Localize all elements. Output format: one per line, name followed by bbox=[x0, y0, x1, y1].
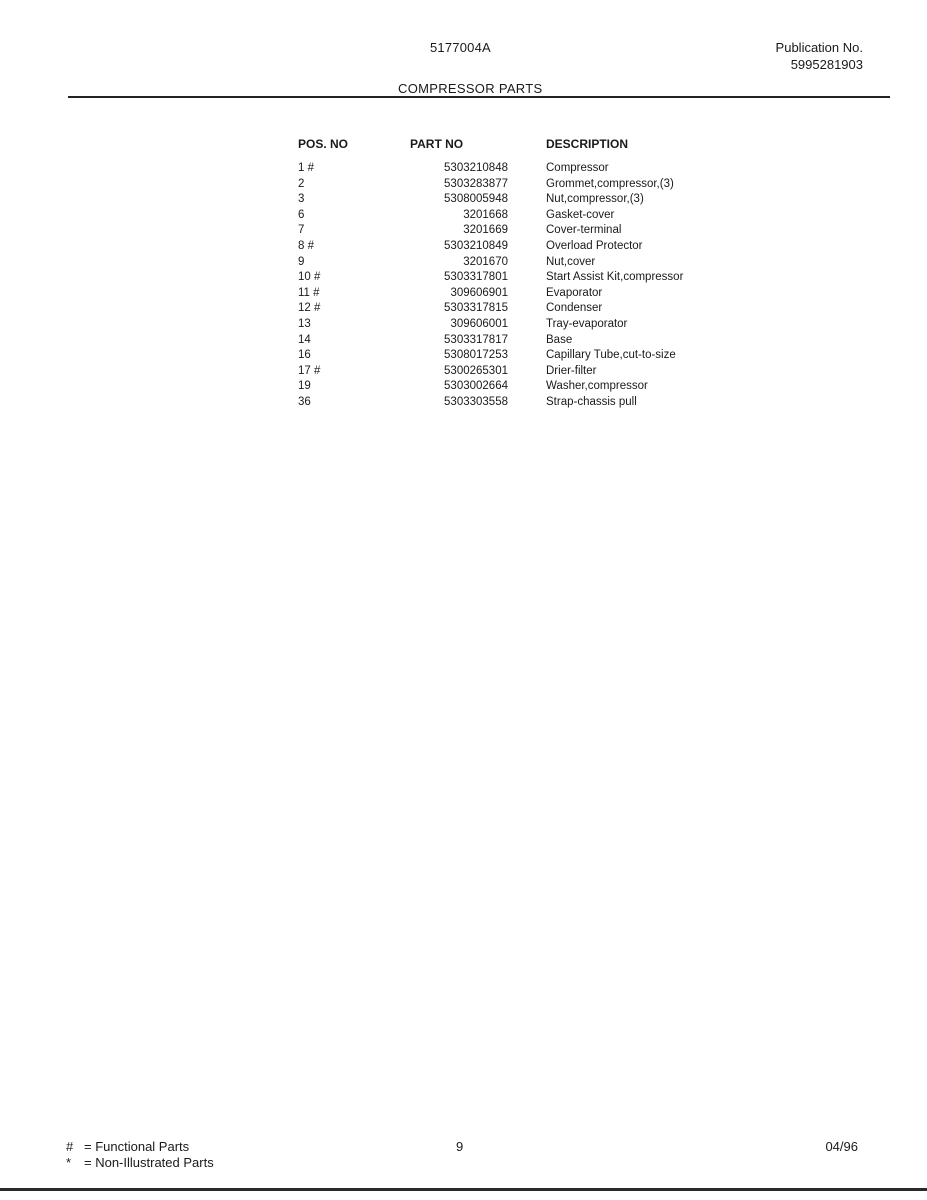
legend-text: = Functional Parts bbox=[84, 1139, 190, 1154]
cell-pos: 6 bbox=[298, 208, 305, 221]
table-row bbox=[298, 239, 766, 255]
column-header-description: DESCRIPTION bbox=[546, 137, 629, 151]
table-row bbox=[298, 348, 766, 364]
column-header-pos: POS. NO bbox=[298, 137, 349, 151]
cell-description: Start Assist Kit,compressor bbox=[546, 271, 684, 284]
cell-pos: 19 bbox=[298, 380, 311, 393]
cell-pos: 11 # bbox=[298, 286, 320, 299]
cell-description: Evaporator bbox=[546, 286, 603, 299]
parts-table bbox=[298, 137, 766, 411]
cell-pos: 2 bbox=[298, 177, 305, 190]
cell-part-number: 5308017253 bbox=[444, 349, 508, 362]
table-row bbox=[298, 192, 766, 208]
cell-part-number: 5303317815 bbox=[444, 302, 508, 315]
legend-symbol: * bbox=[66, 1155, 72, 1170]
cell-pos: 14 bbox=[298, 333, 311, 346]
table-row bbox=[298, 301, 766, 317]
cell-part-number: 5300265301 bbox=[444, 364, 508, 377]
cell-pos: 16 bbox=[298, 349, 311, 362]
table-row bbox=[298, 379, 766, 395]
model-number: 5177004A bbox=[430, 40, 491, 55]
cell-pos: 12 # bbox=[298, 302, 321, 315]
cell-part-number: 309606901 bbox=[450, 286, 508, 299]
header-divider bbox=[68, 96, 890, 98]
cell-pos: 8 # bbox=[298, 239, 314, 252]
cell-part-number: 3201668 bbox=[463, 208, 508, 221]
cell-description: Grommet,compressor,(3) bbox=[546, 177, 674, 190]
cell-description: Drier-filter bbox=[546, 364, 597, 377]
cell-description: Capillary Tube,cut-to-size bbox=[546, 349, 676, 362]
footer-divider bbox=[0, 1188, 927, 1191]
cell-description: Strap-chassis pull bbox=[546, 395, 637, 408]
table-row bbox=[298, 333, 766, 349]
legend-item-non-illustrated bbox=[66, 1155, 214, 1171]
cell-part-number: 5303002664 bbox=[444, 380, 508, 393]
table-header-row bbox=[298, 137, 766, 161]
cell-description: Condenser bbox=[546, 302, 603, 315]
cell-pos: 1 # bbox=[298, 162, 314, 174]
table-row bbox=[298, 395, 766, 411]
publication-date: 04/96 bbox=[825, 1139, 858, 1154]
cell-description: Washer,compressor bbox=[546, 380, 648, 393]
publication-number: 5995281903 bbox=[790, 57, 863, 72]
section-title: COMPRESSOR PARTS bbox=[398, 81, 543, 96]
cell-description: Base bbox=[546, 333, 573, 346]
table-row bbox=[298, 223, 766, 239]
cell-description: Cover-terminal bbox=[546, 224, 622, 237]
cell-pos: 36 bbox=[298, 395, 311, 408]
cell-description: Nut,cover bbox=[546, 255, 596, 268]
cell-part-number: 5303210849 bbox=[444, 239, 508, 252]
cell-pos: 13 bbox=[298, 317, 311, 330]
cell-part-number: 309606001 bbox=[450, 317, 508, 330]
cell-part-number: 5303283877 bbox=[444, 177, 508, 190]
parts-table-body bbox=[298, 161, 766, 411]
cell-description: Gasket-cover bbox=[546, 208, 615, 221]
cell-pos: 10 # bbox=[298, 271, 321, 284]
cell-pos: 3 bbox=[298, 193, 305, 206]
legend-symbol: # bbox=[66, 1139, 74, 1154]
cell-description: Nut,compressor,(3) bbox=[546, 193, 644, 206]
table-row bbox=[298, 270, 766, 286]
cell-part-number: 5308005948 bbox=[444, 193, 508, 206]
table-row bbox=[298, 177, 766, 193]
cell-part-number: 5303317801 bbox=[444, 271, 508, 284]
table-row bbox=[298, 364, 766, 380]
cell-description: Tray-evaporator bbox=[546, 317, 628, 330]
cell-description: Overload Protector bbox=[546, 239, 643, 252]
column-header-part: PART NO bbox=[410, 137, 464, 151]
legend-item-functional bbox=[66, 1139, 214, 1155]
cell-part-number: 5303303558 bbox=[444, 395, 508, 408]
legend-text: = Non-Illustrated Parts bbox=[84, 1155, 214, 1170]
cell-pos: 9 bbox=[298, 255, 305, 268]
legend bbox=[66, 1139, 214, 1171]
cell-description: Compressor bbox=[546, 162, 609, 174]
publication-label: Publication No. bbox=[775, 40, 863, 55]
cell-part-number: 5303317817 bbox=[444, 333, 508, 346]
cell-pos: 7 bbox=[298, 224, 305, 237]
cell-part-number: 3201669 bbox=[463, 224, 508, 237]
table-row bbox=[298, 255, 766, 271]
page-number: 9 bbox=[456, 1139, 464, 1154]
table-row bbox=[298, 317, 766, 333]
table-row bbox=[298, 286, 766, 302]
cell-part-number: 3201670 bbox=[463, 255, 508, 268]
cell-pos: 17 # bbox=[298, 364, 321, 377]
table-row bbox=[298, 161, 766, 177]
cell-part-number: 5303210848 bbox=[444, 162, 508, 174]
table-row bbox=[298, 208, 766, 224]
